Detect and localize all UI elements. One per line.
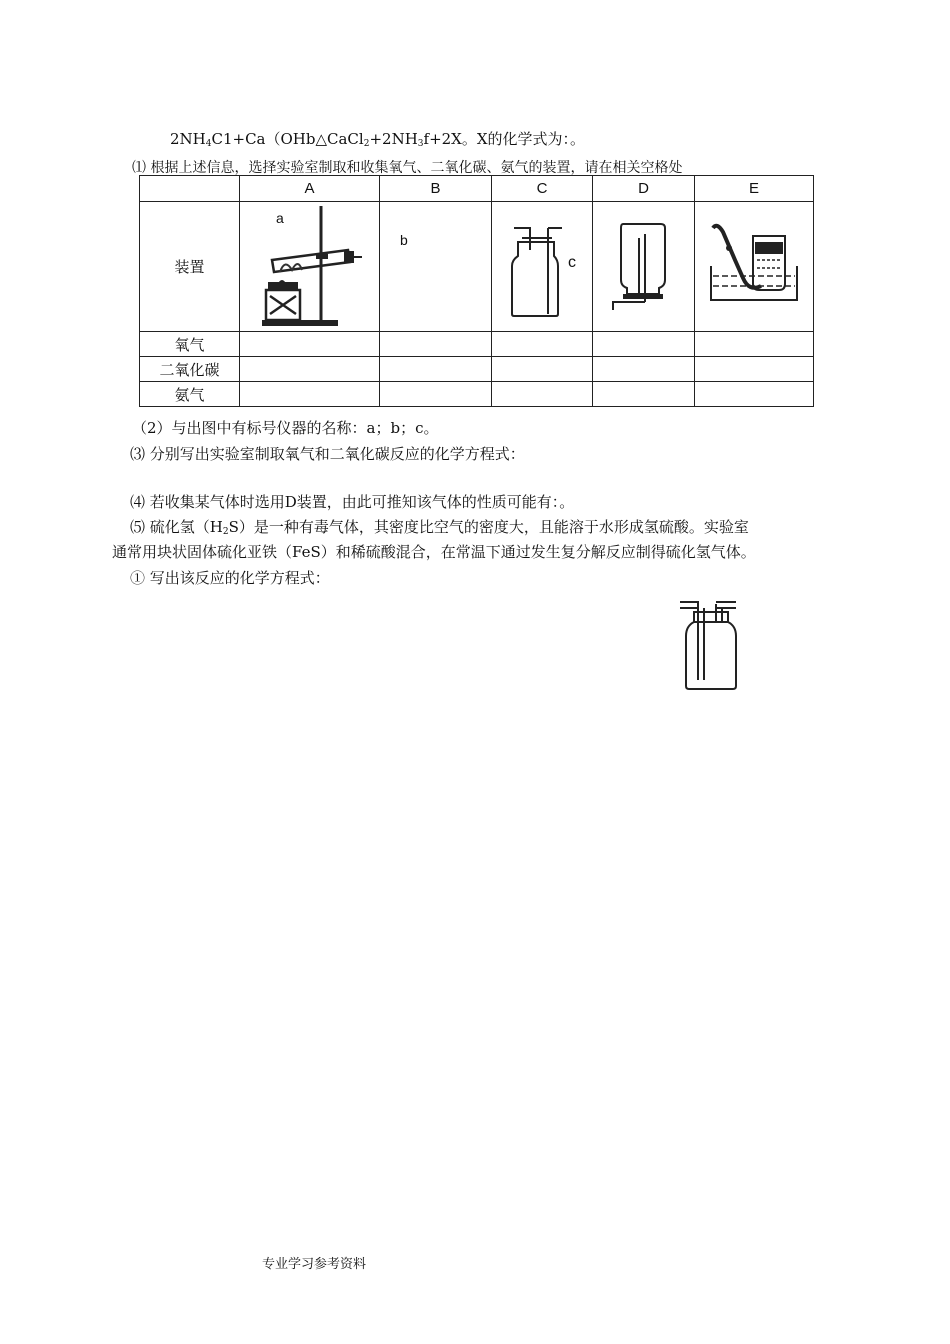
apparatus-a-cell	[240, 202, 380, 332]
column-header-e: E	[695, 176, 814, 202]
table-header-row	[140, 176, 814, 202]
answer-cell[interactable]	[380, 357, 492, 382]
q5-part: ⑸ 硫化氢（H	[130, 518, 223, 536]
header-blank-cell	[140, 176, 240, 202]
answer-cell[interactable]	[695, 357, 814, 382]
gas-bottle-icon	[492, 202, 593, 331]
column-header-c: C	[492, 176, 593, 202]
label-b: b	[400, 232, 408, 248]
answer-cell[interactable]	[593, 357, 695, 382]
answer-cell[interactable]	[240, 357, 380, 382]
answer-cell[interactable]	[380, 382, 492, 407]
label-c: c	[568, 254, 576, 271]
gas-washing-bottle-icon	[676, 594, 746, 694]
apparatus-d-cell	[593, 202, 695, 332]
label-a: a	[276, 210, 284, 226]
eq-part: f+2X。X的化学式为：。	[423, 130, 586, 148]
table-row	[140, 332, 814, 357]
heating-apparatus-icon	[240, 202, 380, 331]
answer-cell[interactable]	[695, 382, 814, 407]
apparatus-c-cell	[492, 202, 593, 332]
column-header-a: A	[240, 176, 380, 202]
question-1-clipped	[132, 158, 683, 176]
column-header-d: D	[593, 176, 695, 202]
question-3: ⑶ 分别写出实验室制取氧气和二氧化碳反应的化学方程式：	[130, 445, 525, 463]
table-row	[140, 382, 814, 407]
answer-cell[interactable]	[240, 332, 380, 357]
eq-sub: 3	[417, 139, 424, 149]
table-row	[140, 357, 814, 382]
question-1-text: ⑴ 根据上述信息，选择实验室制取和收集氧气、二氧化碳、氨气的装置，请在相关空格处	[132, 160, 683, 176]
apparatus-table	[139, 175, 814, 407]
row-label-carbon-dioxide: 二氧化碳	[140, 357, 240, 382]
row-label-oxygen: 氧气	[140, 332, 240, 357]
row-label-ammonia: 氨气	[140, 382, 240, 407]
table-device-row	[140, 202, 814, 332]
water-displacement-icon	[695, 202, 814, 331]
question-4: ⑷ 若收集某气体时选用D装置，由此可推知该气体的性质可能有：。	[130, 493, 575, 511]
answer-cell[interactable]	[492, 332, 593, 357]
column-header-b: B	[380, 176, 492, 202]
answer-cell[interactable]	[695, 332, 814, 357]
question-2: （2）与出图中有标号仪器的名称：a；b；c。	[132, 419, 439, 437]
q5-sub: 2	[222, 527, 229, 537]
apparatus-e-cell	[695, 202, 814, 332]
eq-part: +2NH	[369, 130, 418, 148]
answer-cell[interactable]	[492, 357, 593, 382]
eq-part: C1+Ca（OHb△CaCl	[211, 130, 364, 148]
question-5-item-1: ① 写出该反应的化学方程式：	[130, 569, 330, 587]
question-5-line-2: 通常用块状固体硫化亚铁（FeS）和稀硫酸混合，在常温下通过发生复分解反应制得硫化氢气体。	[112, 543, 756, 561]
answer-cell[interactable]	[240, 382, 380, 407]
eq-sub: 4	[205, 139, 212, 149]
answer-cell[interactable]	[492, 382, 593, 407]
eq-sub: 2	[363, 139, 370, 149]
apparatus-b-cell	[380, 202, 492, 332]
answer-cell[interactable]	[593, 332, 695, 357]
inverted-bottle-icon	[593, 202, 695, 331]
eq-part: 2NH	[170, 130, 206, 148]
answer-cell[interactable]	[380, 332, 492, 357]
row-label-device: 装置	[140, 202, 240, 332]
question-5-line-1	[130, 517, 749, 537]
reaction-equation	[170, 129, 585, 149]
q5-part: S）是一种有毒气体，其密度比空气的密度大，且能溶于水形成氢硫酸。实验室	[228, 518, 749, 536]
answer-cell[interactable]	[593, 382, 695, 407]
page-footer: 专业学习参考资料	[262, 1257, 367, 1272]
